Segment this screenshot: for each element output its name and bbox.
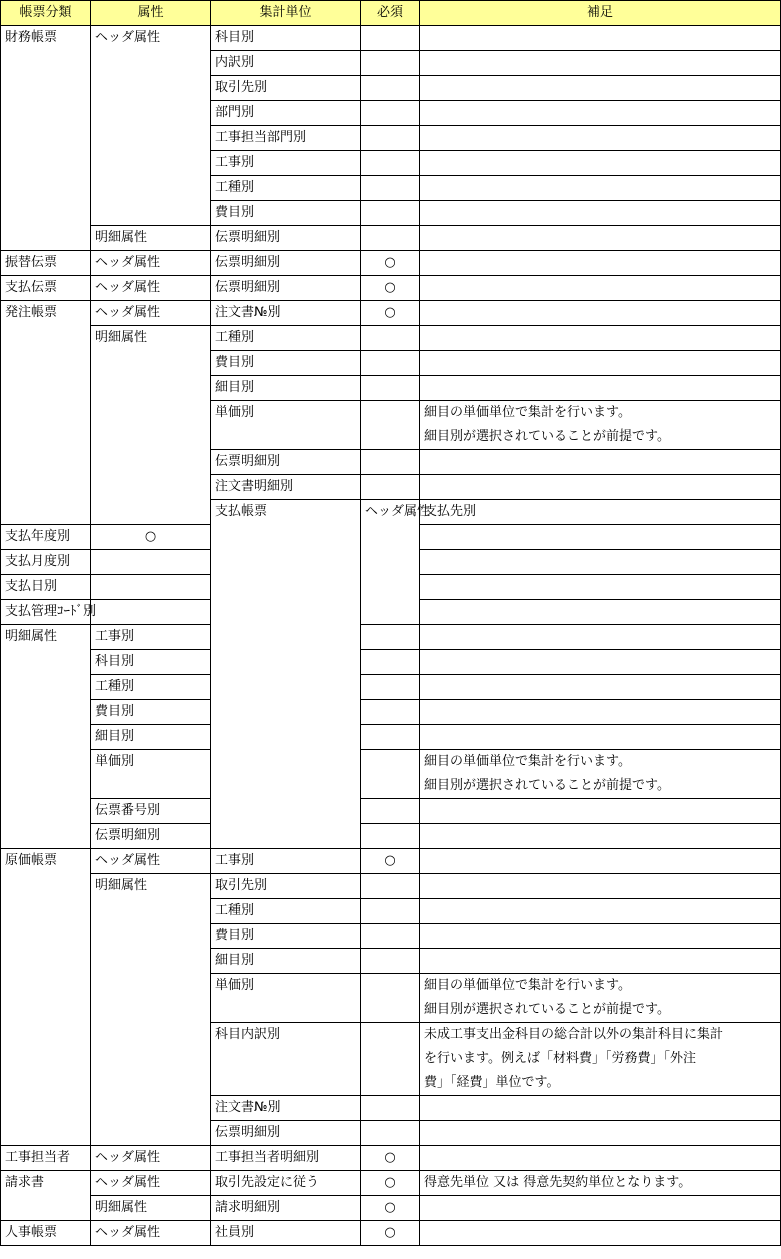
table-row — [1, 849, 781, 874]
note-cell — [420, 151, 781, 176]
unit-cell: 工種別 — [211, 326, 361, 351]
table-row — [1, 625, 781, 650]
attribute-cell: ヘッダ属性 — [91, 1221, 211, 1246]
required-mark: ○ — [361, 301, 420, 326]
category-cell: 財務帳票 — [1, 26, 91, 251]
required-mark: ○ — [361, 1221, 420, 1246]
unit-cell: 科目別 — [211, 26, 361, 51]
required-cell — [361, 351, 420, 376]
unit-cell: 工種別 — [91, 675, 211, 700]
unit-cell: 費目別 — [211, 351, 361, 376]
table-row — [1, 226, 781, 251]
note-cell — [420, 799, 781, 824]
table-row — [1, 650, 781, 675]
unit-cell: 取引先別 — [211, 76, 361, 101]
required-cell — [361, 226, 420, 251]
required-cell — [91, 600, 211, 625]
attribute-cell: ヘッダ属性 — [91, 26, 211, 226]
note-cell: 得意先単位 又は 得意先契約単位となります。 — [420, 1171, 781, 1196]
unit-cell: 費目別 — [91, 700, 211, 725]
required-cell — [361, 76, 420, 101]
note-cell — [420, 301, 781, 326]
attribute-cell: ヘッダ属性 — [361, 500, 420, 625]
required-cell — [361, 326, 420, 351]
attribute-cell: ヘッダ属性 — [91, 1171, 211, 1196]
note-cell — [420, 1196, 781, 1221]
unit-cell: 細目別 — [211, 376, 361, 401]
category-cell: 支払伝票 — [1, 276, 91, 301]
attribute-cell: 明細属性 — [91, 874, 211, 1146]
note-cell — [420, 450, 781, 475]
required-cell — [361, 625, 420, 650]
note-cell — [420, 176, 781, 201]
attribute-cell: ヘッダ属性 — [91, 849, 211, 874]
required-cell — [91, 575, 211, 600]
note-line: 細目別が選択されていることが前提です。 — [424, 429, 670, 444]
required-cell — [361, 450, 420, 475]
unit-cell: 伝票番号別 — [91, 799, 211, 824]
required-cell — [361, 799, 420, 824]
category-cell: 人事帳票 — [1, 1221, 91, 1246]
unit-cell: 工事別 — [91, 625, 211, 650]
table-row — [1, 799, 781, 824]
required-cell — [361, 824, 420, 849]
table-row — [1, 301, 781, 326]
note-cell — [420, 874, 781, 899]
unit-cell: 支払年度別 — [1, 525, 91, 550]
note-cell — [420, 126, 781, 151]
unit-cell: 単価別 — [91, 750, 211, 799]
unit-cell: 単価別 — [211, 401, 361, 450]
unit-cell: 支払月度別 — [1, 550, 91, 575]
category-cell: 工事担当者 — [1, 1146, 91, 1171]
note-cell — [420, 326, 781, 351]
unit-cell: 工事別 — [211, 151, 361, 176]
unit-cell: 支払管理ｺｰﾄﾞ別 — [1, 600, 91, 625]
note-cell — [420, 226, 781, 251]
required-mark: ○ — [361, 251, 420, 276]
required-cell — [361, 475, 420, 500]
unit-cell: 注文書№別 — [211, 301, 361, 326]
required-mark: ○ — [361, 1171, 420, 1196]
attribute-cell: ヘッダ属性 — [91, 1146, 211, 1171]
category-cell: 請求書 — [1, 1171, 91, 1221]
required-cell — [361, 874, 420, 899]
note-cell — [420, 750, 781, 799]
note-cell — [420, 824, 781, 849]
attribute-cell: 明細属性 — [91, 326, 211, 525]
note-line: 細目の単価単位で集計を行います。 — [424, 405, 631, 420]
note-cell — [420, 700, 781, 725]
unit-cell: 工事担当者明細別 — [211, 1146, 361, 1171]
note-cell — [420, 1121, 781, 1146]
table-row — [1, 700, 781, 725]
unit-cell: 支払日別 — [1, 575, 91, 600]
unit-cell: 単価別 — [211, 974, 361, 1023]
header-required: 必須 — [361, 1, 420, 26]
table-row — [1, 725, 781, 750]
table-row — [1, 1196, 781, 1221]
table-row — [1, 326, 781, 351]
attribute-cell: ヘッダ属性 — [91, 251, 211, 276]
unit-cell: 工種別 — [211, 176, 361, 201]
note-cell — [420, 1146, 781, 1171]
unit-cell: 伝票明細別 — [211, 226, 361, 251]
header-row — [1, 1, 781, 26]
attribute-cell: 明細属性 — [91, 226, 211, 251]
table-row — [1, 251, 781, 276]
header-unit: 集計単位 — [211, 1, 361, 26]
table-row — [1, 824, 781, 849]
unit-cell: 伝票明細別 — [211, 1121, 361, 1146]
note-cell — [420, 351, 781, 376]
required-cell — [361, 1023, 420, 1096]
category-cell: 原価帳票 — [1, 849, 91, 1146]
note-cell — [420, 675, 781, 700]
note-cell — [420, 201, 781, 226]
note-cell — [420, 899, 781, 924]
required-cell — [361, 974, 420, 1023]
unit-cell: 細目別 — [91, 725, 211, 750]
required-mark: ○ — [361, 276, 420, 301]
note-cell — [420, 51, 781, 76]
note-line: 未成工事支出金科目の総合計以外の集計科目に集計 — [424, 1027, 724, 1042]
note-line: 細目別が選択されていることが前提です。 — [424, 778, 670, 793]
unit-cell: 支払先別 — [420, 500, 781, 525]
unit-cell: 注文書明細別 — [211, 475, 361, 500]
note-line: 細目の単価単位で集計を行います。 — [424, 978, 631, 993]
required-mark: ○ — [361, 1196, 420, 1221]
required-cell — [361, 675, 420, 700]
table-row — [1, 1146, 781, 1171]
note-line: を行います。例えば「材料費」「労務費」「外注 — [424, 1051, 696, 1066]
note-cell — [420, 251, 781, 276]
unit-cell: 取引先設定に従う — [211, 1171, 361, 1196]
category-cell: 振替伝票 — [1, 251, 91, 276]
required-cell — [361, 201, 420, 226]
note-cell — [420, 101, 781, 126]
note-cell — [420, 625, 781, 650]
note-line: 費」「経費」単位です。 — [424, 1075, 560, 1090]
unit-cell: 工種別 — [211, 899, 361, 924]
note-cell — [420, 376, 781, 401]
table-row — [1, 26, 781, 51]
note-cell — [420, 525, 781, 550]
required-cell — [361, 401, 420, 450]
header-category: 帳票分類 — [1, 1, 91, 26]
attribute-cell: ヘッダ属性 — [91, 301, 211, 326]
category-cell: 発注帳票 — [1, 301, 91, 525]
required-cell — [361, 899, 420, 924]
attribute-cell: ヘッダ属性 — [91, 276, 211, 301]
note-cell — [420, 1221, 781, 1246]
unit-cell: 伝票明細別 — [211, 450, 361, 475]
required-cell — [361, 151, 420, 176]
required-cell — [361, 376, 420, 401]
note-cell — [420, 1023, 781, 1096]
note-cell — [420, 76, 781, 101]
unit-cell: 社員別 — [211, 1221, 361, 1246]
header-attribute: 属性 — [91, 1, 211, 26]
note-cell — [420, 600, 781, 625]
required-cell — [361, 1121, 420, 1146]
note-cell — [420, 949, 781, 974]
note-cell — [420, 401, 781, 450]
required-cell — [361, 51, 420, 76]
note-cell — [420, 924, 781, 949]
unit-cell: 科目別 — [91, 650, 211, 675]
table-row — [1, 874, 781, 899]
attribute-cell: 明細属性 — [91, 1196, 211, 1221]
required-mark: ○ — [361, 1146, 420, 1171]
unit-cell: 細目別 — [211, 949, 361, 974]
required-cell — [361, 26, 420, 51]
required-mark: ○ — [361, 849, 420, 874]
unit-cell: 伝票明細別 — [91, 824, 211, 849]
note-cell — [420, 575, 781, 600]
required-cell — [361, 650, 420, 675]
note-cell — [420, 475, 781, 500]
required-cell — [361, 101, 420, 126]
required-mark: ○ — [91, 525, 211, 550]
required-cell — [361, 126, 420, 151]
unit-cell: 注文書№別 — [211, 1096, 361, 1121]
table-row — [1, 276, 781, 301]
unit-cell: 伝票明細別 — [211, 276, 361, 301]
header-note: 補足 — [420, 1, 781, 26]
table-row — [1, 1221, 781, 1246]
unit-cell: 費目別 — [211, 924, 361, 949]
attribute-cell: 明細属性 — [1, 625, 91, 849]
table-row — [1, 675, 781, 700]
note-cell — [420, 550, 781, 575]
required-cell — [361, 924, 420, 949]
note-cell — [420, 725, 781, 750]
table-row — [1, 1171, 781, 1196]
required-cell — [361, 725, 420, 750]
unit-cell: 伝票明細別 — [211, 251, 361, 276]
unit-cell: 請求明細別 — [211, 1196, 361, 1221]
category-cell: 支払帳票 — [211, 500, 361, 849]
note-cell — [420, 974, 781, 1023]
unit-cell: 内訳別 — [211, 51, 361, 76]
unit-cell: 工事別 — [211, 849, 361, 874]
required-cell — [361, 750, 420, 799]
unit-cell: 科目内訳別 — [211, 1023, 361, 1096]
required-cell — [361, 700, 420, 725]
unit-cell: 費目別 — [211, 201, 361, 226]
note-line: 細目の単価単位で集計を行います。 — [424, 754, 631, 769]
required-cell — [91, 550, 211, 575]
required-cell — [361, 949, 420, 974]
unit-cell: 工事担当部門別 — [211, 126, 361, 151]
note-cell — [420, 849, 781, 874]
required-cell — [361, 1096, 420, 1121]
note-cell — [420, 1096, 781, 1121]
table-row — [1, 750, 781, 799]
required-cell — [361, 176, 420, 201]
unit-cell: 取引先別 — [211, 874, 361, 899]
note-cell — [420, 276, 781, 301]
note-cell — [420, 26, 781, 51]
note-line: 細目別が選択されていることが前提です。 — [424, 1002, 670, 1017]
unit-cell: 部門別 — [211, 101, 361, 126]
note-cell — [420, 650, 781, 675]
